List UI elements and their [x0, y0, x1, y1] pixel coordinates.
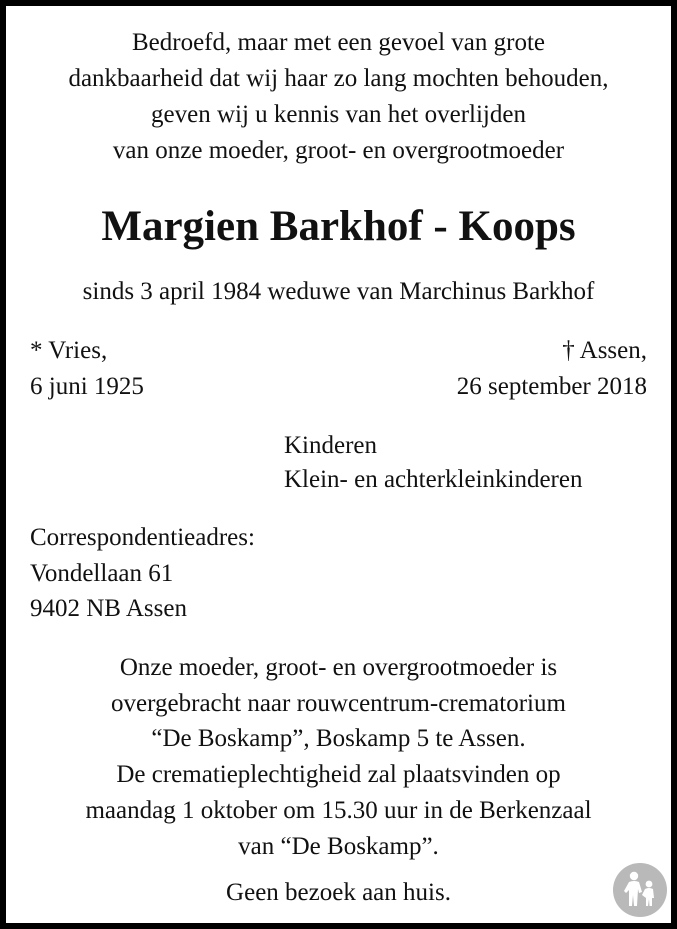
intro-line-4: van onze moeder, groot- en overgrootmoeder — [112, 137, 565, 164]
intro-line-1: Bedroefd, maar met een gevoel van grote — [131, 29, 545, 56]
deceased-name: Margien Barkhof - Koops — [101, 203, 576, 250]
details-line-6: van “De Boskamp”. — [238, 833, 439, 860]
details-line-4: De crematieplechtigheid zal plaatsvinden op — [116, 761, 561, 788]
family-children: Kinderen — [284, 432, 378, 459]
correspondence-city: 9402 NB Assen — [30, 595, 187, 622]
correspondence-street: Vondellaan 61 — [30, 560, 174, 587]
details-line-2: overgebracht naar rouwcentrum-crematorium — [111, 690, 566, 717]
death-place: † Assen, — [562, 337, 647, 364]
correspondence-label: Correspondentieadres: — [30, 524, 255, 551]
death-date: 26 september 2018 — [456, 373, 647, 400]
family-grandchildren: Klein- en achterkleinkinderen — [284, 466, 583, 493]
widow-line: sinds 3 april 1984 weduwe van Marchinus Barkhof — [82, 278, 595, 305]
details-line-1: Onze moeder, groot- en overgrootmoeder is — [119, 654, 558, 681]
intro-line-2: dankbaarheid dat wij haar zo lang mochten behouden, — [68, 65, 609, 92]
details-line-5: maandag 1 oktober om 15.30 uur in de Berkenzaal — [85, 797, 592, 824]
memorial-figure-icon — [612, 862, 668, 918]
details-line-3: “De Boskamp”, Boskamp 5 te Assen. — [151, 725, 526, 752]
intro-line-3: geven wij u kennis van het overlijden — [151, 101, 526, 128]
birth-date: 6 juni 1925 — [30, 373, 144, 400]
birth-place: * Vries, — [30, 337, 108, 364]
closing-line: Geen bezoek aan huis. — [226, 879, 451, 906]
